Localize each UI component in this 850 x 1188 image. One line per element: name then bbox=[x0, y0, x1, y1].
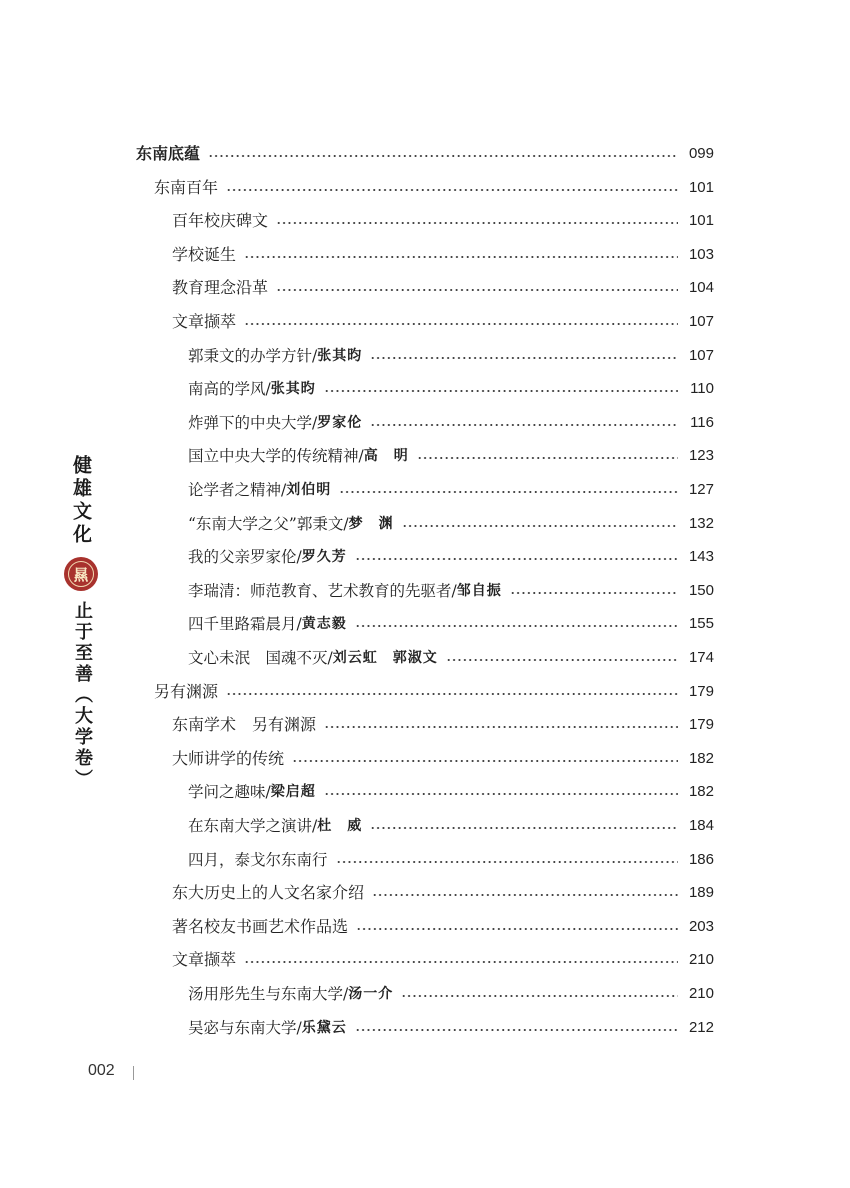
toc-entry-author: 邹自振 bbox=[456, 582, 502, 599]
toc-entry-page: 155 bbox=[688, 615, 714, 633]
dot-leader bbox=[355, 557, 678, 561]
toc-entry-title: 文章撷萃 bbox=[172, 312, 237, 331]
toc-entry[interactable] bbox=[188, 542, 714, 572]
toc-entry-title: 郭秉文的办学方针/ bbox=[188, 346, 318, 365]
volume-subtitle: 止于至善（大学卷） bbox=[72, 601, 93, 790]
toc-entry-page: 107 bbox=[688, 313, 714, 330]
toc-entry-title: 学问之趣味/ bbox=[188, 783, 271, 802]
toc-entry-author: 黄志毅 bbox=[301, 616, 347, 633]
toc-entry[interactable] bbox=[188, 979, 714, 1009]
toc-entry-author: 张其昀 bbox=[317, 347, 363, 364]
toc-entry-author: 高 明 bbox=[363, 448, 409, 465]
toc-entry-page: 123 bbox=[688, 447, 714, 465]
toc-entry[interactable] bbox=[154, 173, 714, 203]
dot-leader bbox=[339, 490, 678, 494]
toc-entry[interactable] bbox=[188, 1013, 714, 1043]
series-spine bbox=[62, 455, 102, 790]
toc-entry-title: 李瑞清：师范教育、艺术教育的先驱者/ bbox=[188, 581, 457, 600]
footer-divider bbox=[133, 1066, 134, 1080]
toc-entry[interactable] bbox=[172, 710, 714, 740]
toc-entry-page: 116 bbox=[690, 413, 714, 431]
series-title: 健雄文化 bbox=[70, 455, 92, 547]
toc-entry-title: 四千里路霜晨月/ bbox=[188, 615, 302, 634]
toc-entry-title: 文章撷萃 bbox=[172, 950, 237, 970]
toc-entry-author: 张其昀 bbox=[270, 381, 316, 398]
toc-entry[interactable] bbox=[188, 777, 714, 807]
dot-leader bbox=[226, 692, 678, 696]
toc-entry-author: 罗久芳 bbox=[301, 549, 347, 566]
toc-entry-title: 百年校庆碑文 bbox=[172, 211, 269, 231]
toc-entry-title: 炸弹下的中央大学/ bbox=[188, 413, 318, 432]
toc-entry[interactable] bbox=[188, 374, 714, 404]
toc-entry[interactable] bbox=[188, 643, 714, 673]
toc-entry-page: 101 bbox=[688, 178, 714, 196]
toc-entry-title: 东南底蕴 bbox=[136, 144, 201, 163]
toc-entry[interactable] bbox=[136, 139, 714, 169]
toc-entry-page: 179 bbox=[688, 682, 714, 700]
toc-entry[interactable] bbox=[188, 475, 714, 505]
toc-entry[interactable] bbox=[188, 811, 714, 841]
toc-entry-title: 大师讲学的传统 bbox=[172, 748, 285, 768]
toc-entry-page: 186 bbox=[688, 850, 714, 868]
toc-entry-page: 104 bbox=[688, 279, 714, 297]
toc-entry-title: 国立中央大学的传统精神/ bbox=[188, 447, 364, 466]
toc-entry-author: 汤一介 bbox=[348, 986, 394, 1002]
toc-entry-title: 教育理念沿革 bbox=[172, 278, 269, 298]
dot-leader bbox=[276, 221, 678, 225]
dot-leader bbox=[355, 624, 678, 628]
toc-entry[interactable] bbox=[188, 341, 714, 371]
seal-logo-icon bbox=[64, 557, 98, 591]
toc-entry-page: 101 bbox=[688, 212, 714, 230]
toc-entry-page: 127 bbox=[688, 481, 714, 498]
toc-entry-author: 乐黛云 bbox=[301, 1019, 347, 1036]
dot-leader bbox=[446, 658, 678, 662]
toc-entry-page: 107 bbox=[688, 346, 714, 364]
toc-entry-author: 罗家伦 bbox=[317, 414, 363, 431]
toc-entry[interactable] bbox=[188, 408, 714, 438]
toc-entry[interactable] bbox=[172, 878, 714, 908]
toc-entry[interactable] bbox=[188, 576, 714, 606]
toc-entry-title: 汤用彤先生与东南大学/ bbox=[188, 985, 349, 1003]
toc-entry[interactable] bbox=[172, 744, 714, 774]
toc-entry-author: 梦 渊 bbox=[348, 515, 394, 532]
toc-entry-title: 东大历史上的人文名家介绍 bbox=[172, 883, 365, 903]
toc-entry-author: 梁启超 bbox=[270, 784, 316, 801]
toc-entry-page: 203 bbox=[688, 917, 714, 935]
toc-entry-title: 东南百年 bbox=[154, 177, 219, 197]
dot-leader bbox=[401, 994, 678, 998]
toc-entry[interactable] bbox=[188, 845, 714, 875]
toc-entry[interactable] bbox=[172, 206, 714, 236]
toc-entry[interactable] bbox=[188, 609, 714, 639]
dot-leader bbox=[510, 591, 678, 595]
toc-entry-page: 210 bbox=[688, 985, 714, 1002]
dot-leader bbox=[355, 1028, 678, 1032]
toc-entry-title: 文心未泯 国魂不灭/ bbox=[188, 649, 333, 667]
dot-leader bbox=[372, 893, 678, 897]
toc-entry-page: 099 bbox=[688, 145, 714, 162]
toc-entry[interactable] bbox=[188, 509, 714, 539]
toc-entry-page: 179 bbox=[688, 716, 714, 734]
dot-leader bbox=[276, 288, 678, 292]
toc-entry[interactable] bbox=[172, 912, 714, 942]
toc-entry[interactable] bbox=[154, 677, 714, 707]
toc-entry-title: 在东南大学之演讲/ bbox=[188, 817, 318, 835]
dot-leader bbox=[417, 456, 678, 460]
toc-entry-title: 著名校友书画艺术作品选 bbox=[172, 916, 349, 936]
dot-leader bbox=[226, 188, 678, 192]
toc-entry[interactable] bbox=[172, 240, 714, 270]
dot-leader bbox=[402, 524, 678, 528]
seal-mark: 㬎 bbox=[73, 566, 89, 584]
toc-entry[interactable] bbox=[172, 945, 714, 975]
toc-entry[interactable] bbox=[172, 273, 714, 303]
dot-leader bbox=[336, 860, 678, 864]
toc-entry-author: 刘伯明 bbox=[286, 482, 332, 498]
dot-leader bbox=[208, 154, 678, 158]
toc-entry-page: 210 bbox=[688, 951, 714, 969]
toc-entry-page: 182 bbox=[688, 783, 714, 801]
dot-leader bbox=[244, 255, 678, 259]
dot-leader bbox=[324, 389, 678, 393]
toc-entry-page: 189 bbox=[688, 884, 714, 902]
toc-entry-author: 杜 威 bbox=[317, 818, 363, 834]
toc-entry-page: 184 bbox=[688, 817, 714, 834]
toc-entry-title: 我的父亲罗家伦/ bbox=[188, 548, 302, 567]
dot-leader bbox=[244, 322, 678, 326]
toc-entry-page: 103 bbox=[688, 245, 714, 263]
toc-entry-page: 150 bbox=[688, 581, 714, 599]
dot-leader bbox=[244, 960, 678, 964]
dot-leader bbox=[370, 356, 678, 360]
toc-entry-title: 学校诞生 bbox=[172, 244, 237, 264]
dot-leader bbox=[356, 927, 678, 931]
toc-entry-title: 另有渊源 bbox=[154, 681, 219, 701]
toc-entry-title: 论学者之精神/ bbox=[188, 481, 287, 499]
toc-entry[interactable] bbox=[172, 307, 714, 337]
dot-leader bbox=[324, 725, 678, 729]
toc-entry-page: 174 bbox=[688, 649, 714, 666]
page-number: 002 bbox=[88, 1062, 115, 1079]
dot-leader bbox=[292, 759, 678, 763]
toc-entry-page: 212 bbox=[688, 1018, 714, 1036]
toc-entry-title: 四月，泰戈尔东南行 bbox=[188, 850, 328, 869]
dot-leader bbox=[324, 792, 678, 796]
toc-entry-author: 刘云虹 郭淑文 bbox=[332, 650, 438, 666]
toc-entry-title: “东南大学之父”郭秉文/ bbox=[188, 514, 349, 533]
dot-leader bbox=[370, 423, 678, 427]
toc-entry-page: 132 bbox=[688, 514, 714, 532]
toc-entry-title: 东南学术 另有渊源 bbox=[172, 715, 317, 735]
toc-entry-page: 110 bbox=[690, 380, 714, 398]
toc-entry-title: 南高的学风/ bbox=[188, 380, 271, 399]
dot-leader bbox=[370, 826, 678, 830]
toc-entry-page: 182 bbox=[688, 749, 714, 767]
toc-entry-title: 吴宓与东南大学/ bbox=[188, 1018, 302, 1037]
toc-entry[interactable] bbox=[188, 441, 714, 471]
toc-entry-page: 143 bbox=[688, 548, 714, 566]
